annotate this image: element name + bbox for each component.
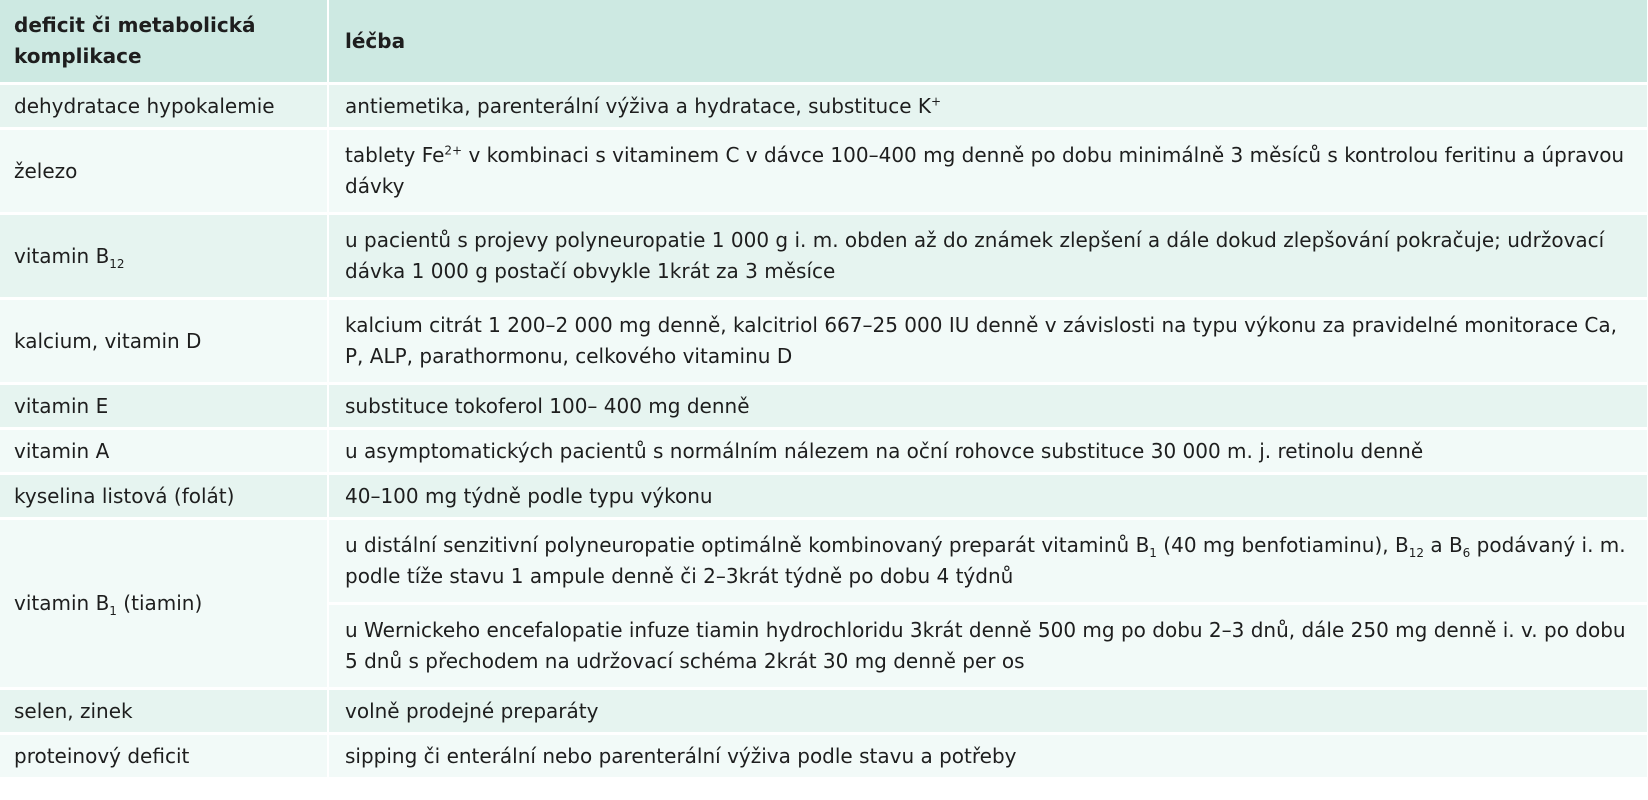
deficit-cell: selen, zinek: [0, 689, 328, 734]
table-row: [0, 689, 1648, 734]
header-deficit: deficit či metabolická komplikace: [0, 0, 328, 84]
treatment-cell: kalcium citrát 1 200–2 000 mg denně, kalcitriol 667–25 000 IU denně v závislosti na typu výkonu za pravidelné monitorace Ca, P, ALP, parathormonu, celkového vitaminu D: [328, 299, 1648, 384]
header-treatment: léčba: [328, 0, 1648, 84]
deficit-cell: proteinový deficit: [0, 734, 328, 779]
table-row: [0, 734, 1648, 779]
deficit-cell: železo: [0, 129, 328, 214]
subscript: 12: [109, 256, 125, 271]
treatment-cell: substituce tokoferol 100– 400 mg denně: [328, 384, 1648, 429]
treatment-cell: antiemetika, parenterální výživa a hydratace, substituce K+: [328, 84, 1648, 129]
table-row: [0, 519, 1648, 604]
subscript: 12: [1408, 546, 1424, 560]
deficit-cell: kalcium, vitamin D: [0, 299, 328, 384]
table-row: [0, 474, 1648, 519]
subscript: 1: [1149, 546, 1157, 560]
table-row: [0, 384, 1648, 429]
treatment-cell: sipping či enterální nebo parenterální výživa podle stavu a potřeby: [328, 734, 1648, 779]
table-row: [0, 299, 1648, 384]
table-row: [0, 84, 1648, 129]
treatment-cell: u pacientů s projevy polyneuropatie 1 000 g i. m. obden až do známek zlepšení a dále dokud zlepšování pokračuje; udržovací dávka 1 000 g postačí obvykle 1krát za 3 měsíce: [328, 214, 1648, 299]
treatment-cell: volně prodejné preparáty: [328, 689, 1648, 734]
treatment-cell: u distální senzitivní polyneuropatie optimálně kombinovaný preparát vitaminů $B_1$ (40 mg benfotiaminu), $B_{12}$ a $B_6$ podávaný i. m. podle tíže stavu 1 ampule denně či 2–3krát týdně po dobu 4 týdnů: [328, 519, 1648, 604]
treatment-cell: u Wernickeho encefalopatie infuze tiamin hydrochloridu 3krát denně 500 mg po dobu 2–3 dnů, dále 250 mg denně i. v. po dobu 5 dnů s přechodem na udržovací schéma 2krát 30 mg denně per os: [328, 604, 1648, 689]
superscript: 2+: [444, 143, 463, 158]
treatment-cell: u asymptomatických pacientů s normálním nálezem na oční rohovce substituce 30 000 m. j. retinolu denně: [328, 429, 1648, 474]
deficit-cell: kyselina listová (folát): [0, 474, 328, 519]
deficit-cell: dehydratace hypokalemie: [0, 84, 328, 129]
deficit-cell: vitamin $B_1$ (tiamin): [0, 519, 328, 689]
table-row: [0, 429, 1648, 474]
subscript: 6: [1462, 546, 1471, 560]
subscript: 1: [109, 604, 117, 618]
deficit-cell: vitamin A: [0, 429, 328, 474]
treatment-cell: 40–100 mg týdně podle typu výkonu: [328, 474, 1648, 519]
table-header-row: [0, 0, 1648, 84]
table-row: [0, 129, 1648, 214]
superscript: +: [931, 93, 942, 108]
treatment-cell: tablety $Fe^{2+}$ v kombinaci s vitaminem C v dávce 100–400 mg denně po dobu minimálně 3 měsíců s kontrolou feritinu a úpravou dávky: [328, 129, 1648, 214]
table-row: [0, 214, 1648, 299]
deficit-cell: vitamin $B_{12}$: [0, 214, 328, 299]
deficit-cell: vitamin E: [0, 384, 328, 429]
table-body: [0, 84, 1648, 779]
